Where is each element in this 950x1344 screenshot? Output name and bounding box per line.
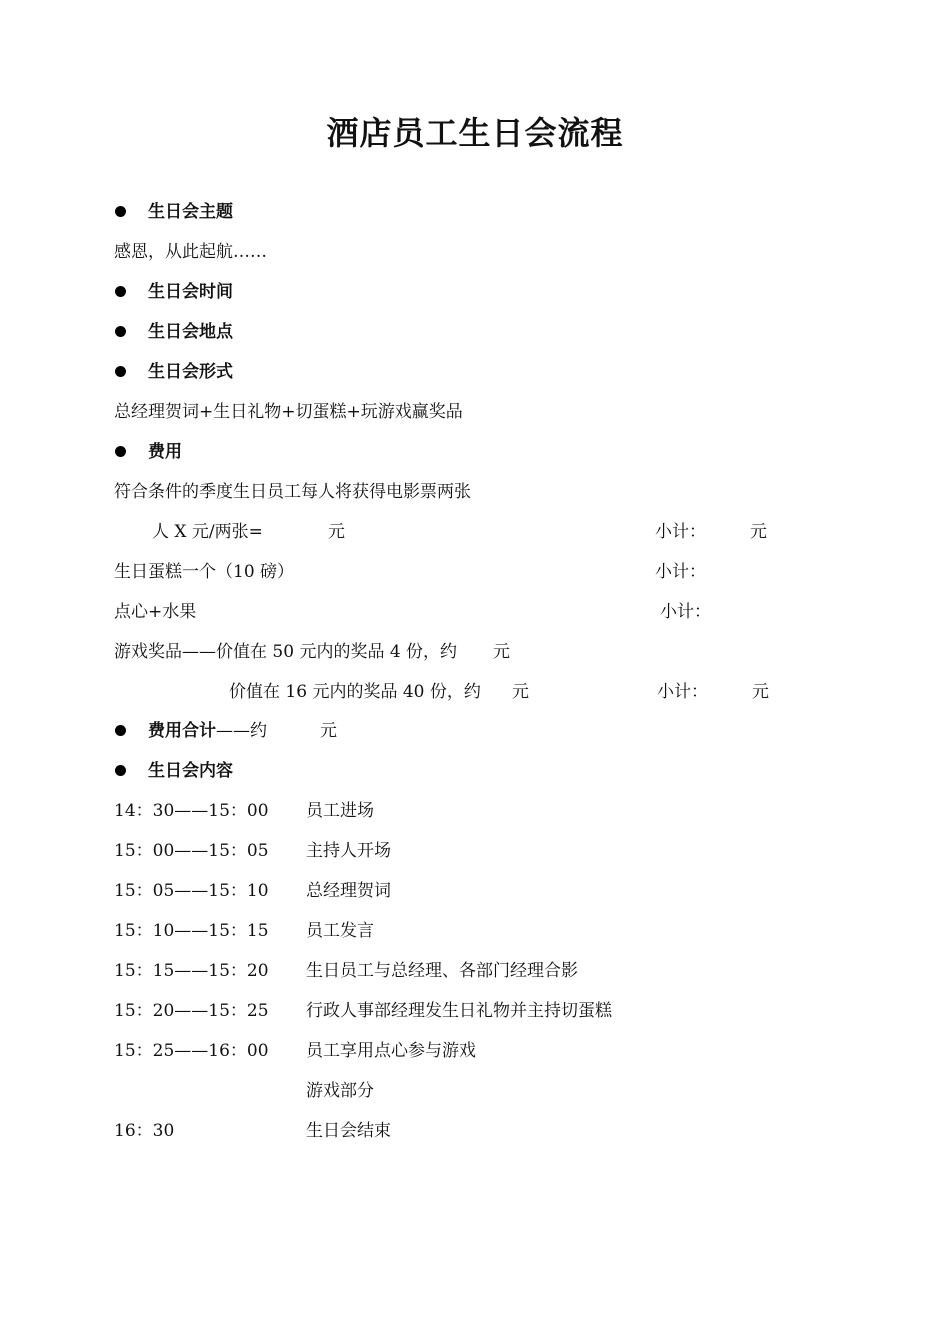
bullet-icon [115, 446, 126, 457]
schedule-time: 15：25——16：00 [114, 1041, 269, 1061]
prize-subtotal-label: 小计： [657, 682, 708, 702]
bullet-icon [115, 366, 126, 377]
cake-subtotal-label: 小计： [655, 562, 706, 582]
schedule-item: 行政人事部经理发生日礼物并主持切蛋糕 [306, 1001, 612, 1021]
prize-subtotal-unit: 元 [752, 682, 769, 702]
schedule-time: 15：20——15：25 [114, 1001, 269, 1021]
prize-line-2: 价值在 16 元内的奖品 40 份，约 [229, 682, 481, 702]
schedule-time: 15：00——15：05 [114, 841, 269, 861]
schedule-time: 15：05——15：10 [114, 881, 269, 901]
schedule-item: 生日员工与总经理、各部门经理合影 [306, 961, 578, 981]
bullet-icon [115, 206, 126, 217]
cost-intro: 符合条件的季度生日员工每人将获得电影票两张 [114, 482, 471, 502]
schedule-item: 生日会结束 [306, 1121, 391, 1141]
schedule-time: 16：30 [114, 1121, 175, 1141]
prize-line-1: 游戏奖品——价值在 50 元内的奖品 4 份，约 [114, 642, 458, 662]
snack-subtotal-label: 小计： [660, 602, 711, 622]
bullet-icon [115, 326, 126, 337]
format-text: 总经理贺词+生日礼物+切蛋糕+玩游戏赢奖品 [114, 402, 463, 422]
ticket-subtotal-unit: 元 [750, 522, 767, 542]
cost-heading: 费用 [148, 442, 182, 462]
ticket-unit: 元 [328, 522, 345, 542]
schedule-item: 总经理贺词 [306, 881, 391, 901]
location-heading: 生日会地点 [148, 322, 233, 342]
schedule-item: 游戏部分 [306, 1081, 374, 1101]
schedule-time: 15：10——15：15 [114, 921, 269, 941]
schedule-item: 员工享用点心参与游戏 [306, 1041, 476, 1061]
theme-heading: 生日会主题 [148, 202, 233, 222]
total-heading: 费用合计 [148, 721, 216, 741]
document-title: 酒店员工生日会流程 [326, 114, 624, 152]
total-line [148, 719, 267, 743]
ticket-subtotal-label: 小计： [655, 522, 706, 542]
bullet-icon [115, 765, 126, 776]
content-heading: 生日会内容 [148, 761, 233, 781]
cake-line: 生日蛋糕一个（10 磅） [114, 562, 295, 582]
total-unit: 元 [320, 721, 337, 741]
schedule-time: 15：15——15：20 [114, 961, 269, 981]
prize-line-2-unit: 元 [512, 682, 529, 702]
schedule-time: 14：30——15：00 [114, 801, 269, 821]
format-heading: 生日会形式 [148, 362, 233, 382]
schedule-item: 员工发言 [306, 921, 374, 941]
snack-line: 点心+水果 [114, 602, 197, 622]
total-suffix: ——约 [216, 721, 267, 741]
ticket-line: 人 X 元/两张= [152, 522, 263, 542]
schedule-item: 员工进场 [306, 801, 374, 821]
bullet-icon [115, 725, 126, 736]
theme-text: 感恩，从此起航…… [114, 242, 267, 262]
schedule-item: 主持人开场 [306, 841, 391, 861]
bullet-icon [115, 286, 126, 297]
time-heading: 生日会时间 [148, 282, 233, 302]
prize-line-1-unit: 元 [493, 642, 510, 662]
